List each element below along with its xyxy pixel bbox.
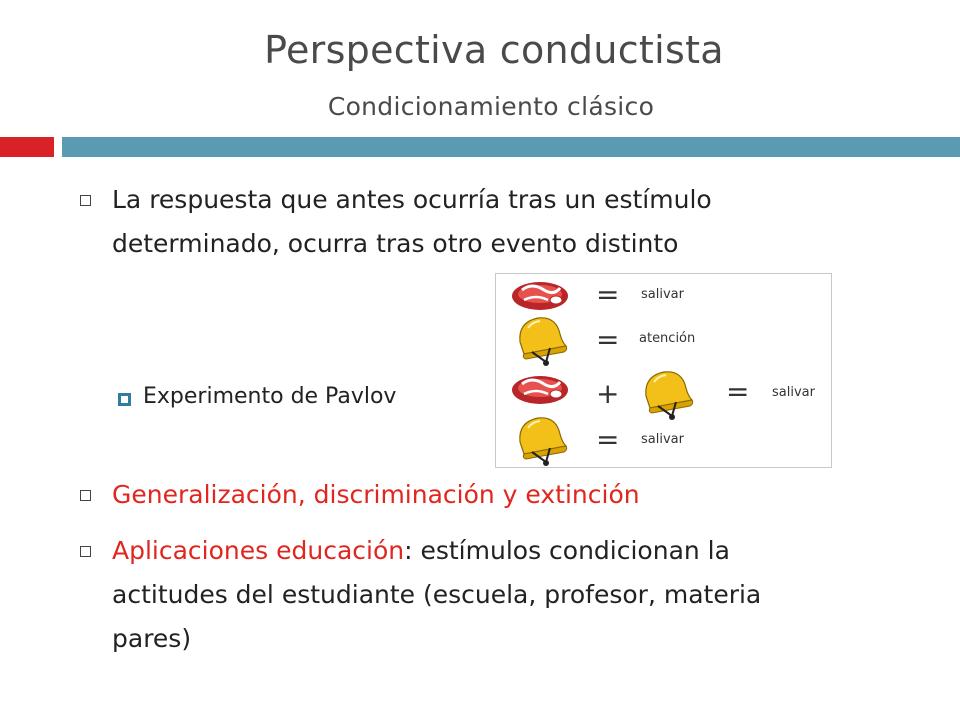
bell-icon <box>636 366 698 422</box>
equals-sign: = <box>596 423 620 456</box>
sub-bullet-pavlov: Experimento de Pavlov <box>143 384 397 409</box>
figure-word-salivar-3: salivar <box>641 432 684 447</box>
bullet-1-line-2: determinado, ocurra tras otro evento distinto <box>112 229 679 258</box>
figure-word-atencion: atención <box>639 331 696 346</box>
bullet-3-line-2: actitudes del estudiante (escuela, profesor, materia <box>112 580 762 609</box>
bell-icon <box>510 412 572 468</box>
bullet-3-line-3: pares) <box>112 624 192 653</box>
bullet-3-rest: : estímulos condicionan la <box>404 536 730 565</box>
slide-subtitle: Condicionamiento clásico <box>327 92 655 121</box>
plus-sign: + <box>596 377 620 410</box>
bullet-1-line-1: La respuesta que antes ocurría tras un estímulo <box>112 185 712 214</box>
bullet-square-icon <box>80 195 91 206</box>
bullet-square-icon <box>80 546 91 557</box>
bell-icon <box>510 312 572 368</box>
equals-sign: = <box>596 278 620 311</box>
meat-icon <box>510 278 570 314</box>
accent-bar-red <box>0 137 54 157</box>
accent-bar-blue <box>62 137 960 157</box>
figure-word-salivar-1: salivar <box>641 287 684 302</box>
meat-icon <box>510 372 570 408</box>
bullet-2: Generalización, discriminación y extinción <box>112 480 640 509</box>
figure-word-salivar-2: salivar <box>772 385 815 400</box>
bullet-3-highlight: Aplicaciones educación <box>112 536 405 565</box>
sub-bullet-square-icon <box>118 393 131 406</box>
bullet-square-icon <box>80 490 91 501</box>
equals-sign: = <box>596 323 620 356</box>
bullet-3-line-1 <box>112 529 730 572</box>
equals-sign: = <box>726 375 750 408</box>
pavlov-figure <box>495 273 832 468</box>
slide-title: Perspectiva conductista <box>264 28 724 72</box>
